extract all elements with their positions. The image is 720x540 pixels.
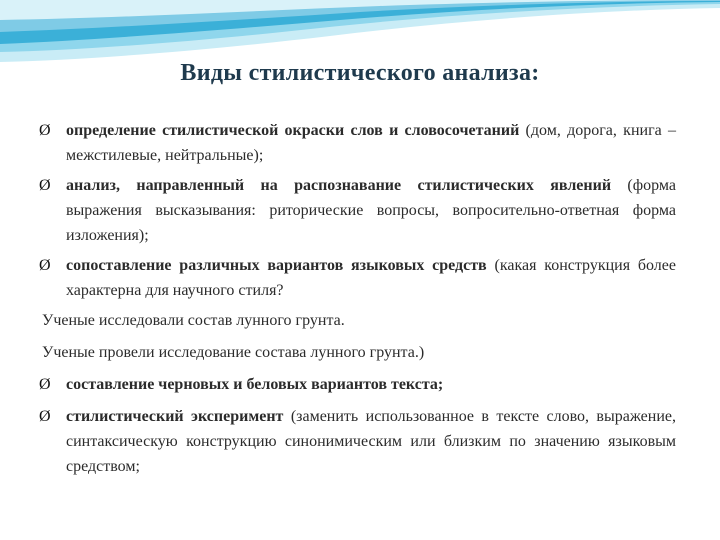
bullet-arrow-icon: Ø <box>39 408 51 425</box>
bullet-arrow-icon: Ø <box>39 376 51 393</box>
list-item <box>39 118 676 168</box>
list-item <box>39 404 677 479</box>
slide-title: Виды стилистического анализа: <box>180 60 540 86</box>
item-text: (какая конструкция более характерна для научного стиля? <box>66 257 676 299</box>
bullet-arrow-icon: Ø <box>39 257 51 274</box>
example-line: Ученые провели исследование состава лунного грунта.) <box>42 344 425 361</box>
bullet-arrow-icon: Ø <box>39 177 51 194</box>
item-bold-text: определение стилистической окраски слов и словосочетаний <box>66 122 520 139</box>
item-bold-text: анализ, направленный на распознавание стилистических явлений <box>66 177 612 194</box>
item-text: (дом, дорога, книга – межстилевые, нейтральные); <box>66 122 676 164</box>
item-text: (форма выражения высказывания: риторические вопросы, вопросительно-ответная форма изложения); <box>66 177 676 244</box>
item-bold-text: стилистический эксперимент <box>66 408 284 425</box>
bullet-arrow-icon: Ø <box>39 122 51 139</box>
list-item <box>39 253 676 303</box>
item-text: (заменить использованное в тексте слово, выражение, синтаксическую конструкцию синонимическим или близким по значению языковым средством; <box>66 408 677 475</box>
example-line: Ученые исследовали состав лунного грунта. <box>42 312 345 329</box>
item-bold-text: сопоставление различных вариантов языковых средств <box>66 257 487 274</box>
list-item <box>39 173 676 248</box>
item-bold-text: составление черновых и беловых вариантов текста; <box>66 376 444 393</box>
list-item <box>39 372 676 397</box>
slide-content <box>39 118 677 479</box>
